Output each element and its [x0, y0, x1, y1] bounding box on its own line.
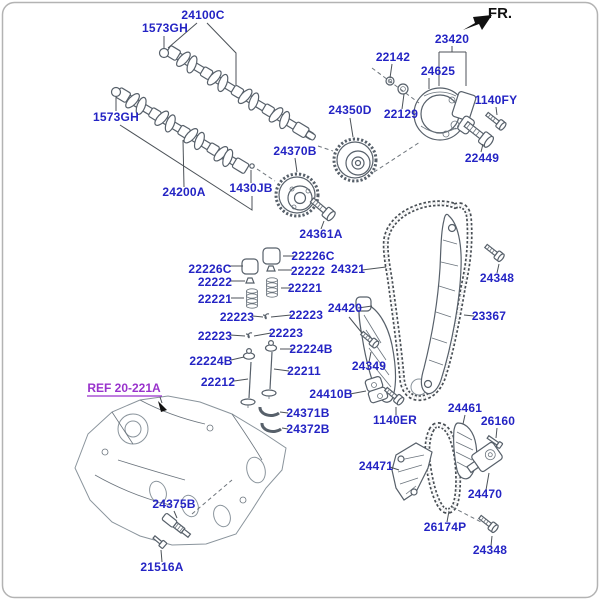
- keeper-22222-left: [246, 278, 254, 283]
- part-label-22226c-right[interactable]: 22226C: [291, 249, 335, 263]
- part-label-24370b[interactable]: 24370B: [273, 144, 317, 158]
- part-label-23367[interactable]: 23367: [471, 309, 507, 323]
- part-label-24361a[interactable]: 24361A: [299, 227, 343, 241]
- chain-guide-24471: [392, 443, 432, 500]
- intake-camshaft-drawing: [113, 84, 251, 178]
- part-label-22222-left[interactable]: 22222: [197, 275, 233, 289]
- bolt-24348-upper: [483, 242, 505, 262]
- part-label-1140er[interactable]: 1140ER: [373, 413, 417, 427]
- valve-spring-22221-right: [267, 278, 278, 297]
- part-label-24371b[interactable]: 24371B: [286, 406, 330, 420]
- part-label-24350d[interactable]: 24350D: [328, 103, 372, 117]
- keeper-22222-right: [267, 266, 275, 271]
- retainer-22224b-right: [266, 341, 277, 352]
- part-label-26174p[interactable]: 26174P: [423, 520, 467, 534]
- part-label-24420[interactable]: 24420: [327, 301, 363, 315]
- part-label-26160[interactable]: 26160: [480, 414, 516, 428]
- nut-22129: [398, 84, 408, 94]
- part-label-22222-right[interactable]: 22222: [290, 264, 326, 278]
- part-label-24200a[interactable]: 24200A: [162, 185, 206, 199]
- part-label-24372b[interactable]: 24372B: [286, 422, 330, 436]
- part-label-24348-lower[interactable]: 24348: [472, 543, 508, 557]
- part-label-22223-upper-right[interactable]: 22223: [288, 308, 324, 322]
- part-label-24100c[interactable]: 24100C: [181, 8, 225, 22]
- cylinder-head-drawing: [75, 396, 286, 545]
- part-label-24349[interactable]: 24349: [351, 359, 387, 373]
- valve-spring-22221-left: [247, 289, 258, 308]
- cam-cap-plug-left: [112, 88, 121, 97]
- part-label-22129[interactable]: 22129: [383, 107, 419, 121]
- part-label-23420[interactable]: 23420: [434, 32, 470, 46]
- ref-callout-20-221a[interactable]: REF 20-221A: [87, 381, 161, 395]
- dowel-pin-1430jb: [250, 164, 254, 168]
- part-label-22212[interactable]: 22212: [200, 375, 236, 389]
- part-label-1573gh-left[interactable]: 1573GH: [93, 110, 139, 124]
- part-label-22226c-left[interactable]: 22226C: [188, 262, 232, 276]
- part-label-22223-upper-left[interactable]: 22223: [219, 310, 255, 324]
- part-label-22224b-left[interactable]: 22224B: [189, 354, 233, 368]
- part-label-24348-upper[interactable]: 24348: [479, 271, 515, 285]
- part-label-1430jb[interactable]: 1430JB: [229, 181, 273, 195]
- part-label-22449[interactable]: 22449: [464, 151, 500, 165]
- part-label-1140fy[interactable]: 1140FY: [474, 93, 518, 107]
- part-label-22223-lower-right[interactable]: 22223: [268, 326, 304, 340]
- cotter-22223-upper: [263, 314, 269, 319]
- part-label-24470[interactable]: 24470: [467, 487, 503, 501]
- valve-22212: [241, 362, 255, 408]
- part-label-22223-lower-left[interactable]: 22223: [197, 329, 233, 343]
- part-label-22211[interactable]: 22211: [287, 364, 321, 378]
- part-label-22221-left[interactable]: 22221: [197, 292, 233, 306]
- part-label-22221-right[interactable]: 22221: [287, 281, 323, 295]
- chain-guide-23367: [421, 214, 461, 393]
- part-label-21516a[interactable]: 21516A: [140, 560, 184, 574]
- bearing-shell-24372b: [262, 423, 281, 432]
- part-label-22142[interactable]: 22142: [375, 50, 411, 64]
- tappet-22226c-right: [263, 248, 280, 264]
- part-label-24461[interactable]: 24461: [447, 401, 483, 415]
- part-label-24375b[interactable]: 24375B: [152, 497, 196, 511]
- bolt-1140fy: [484, 110, 507, 131]
- bolt-24348-lower: [477, 513, 499, 533]
- page-border: [3, 3, 598, 598]
- tappet-22226c-left: [242, 259, 258, 274]
- part-label-24471[interactable]: 24471: [358, 459, 394, 473]
- part-label-24410b[interactable]: 24410B: [309, 387, 353, 401]
- part-label-24321[interactable]: 24321: [330, 262, 366, 276]
- retainer-22224b-left: [244, 349, 255, 360]
- bearing-shell-24371b: [260, 407, 279, 416]
- part-label-24625[interactable]: 24625: [420, 64, 456, 78]
- valve-22211: [262, 352, 276, 399]
- fr-direction-label: FR.: [487, 5, 513, 22]
- part-label-1573gh-top[interactable]: 1573GH: [142, 21, 188, 35]
- cvvt-sprocket-24370b: [276, 174, 318, 216]
- cotter-22223-lower: [246, 333, 252, 338]
- part-label-22224b-right[interactable]: 22224B: [289, 342, 333, 356]
- cvvt-sprocket-24350d: [334, 139, 376, 181]
- cam-cap-plug-top: [160, 49, 169, 58]
- cvvt-assembly-23420: [414, 88, 477, 140]
